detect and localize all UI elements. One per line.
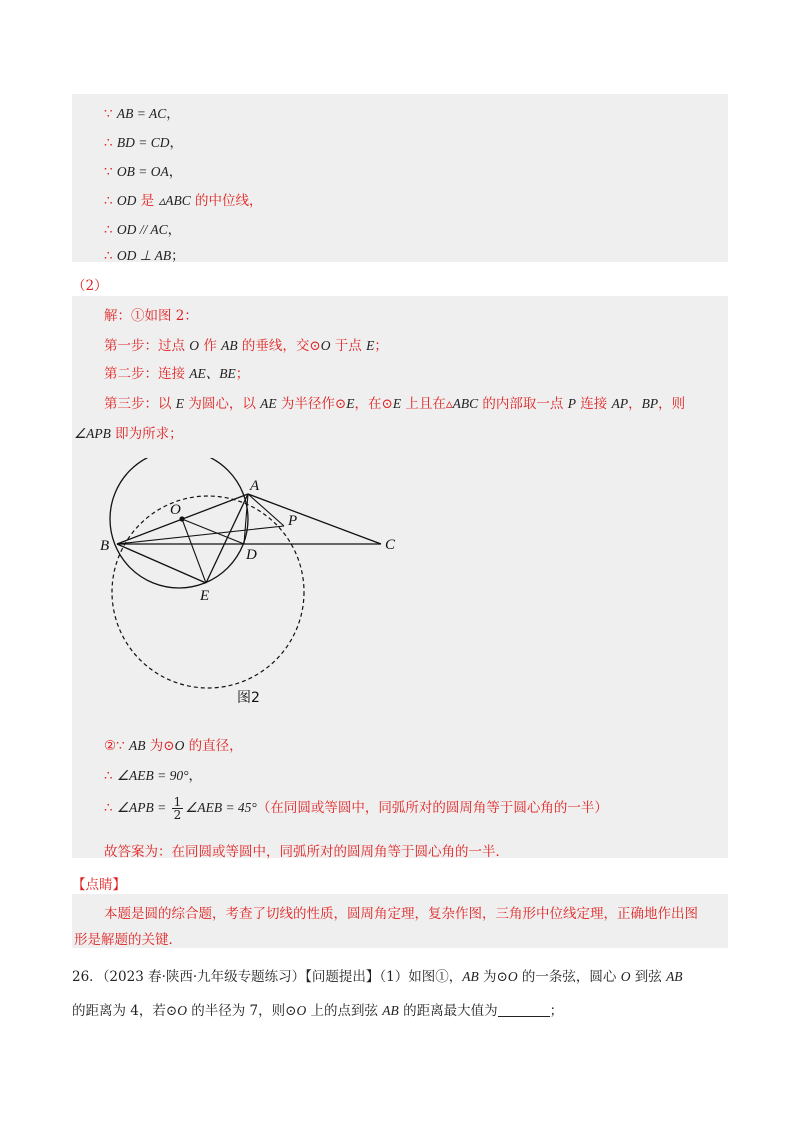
figure-caption: 图2 [237,690,260,706]
answer-blank[interactable] [498,1002,550,1017]
text: 的距离最大值为 [398,1003,498,1019]
geometry-figure [96,458,416,708]
math-expr: O [174,738,185,753]
text: 的垂线，交⊙ [237,338,321,354]
text: ∴ [104,768,117,784]
math-expr: AB [462,969,479,984]
math-expr: ABC [452,396,479,411]
label-c: C [385,537,396,553]
math-expr: AB = AC [116,106,167,121]
math-expr: AP [611,396,629,411]
part2b-line-1 [104,734,243,754]
math-expr: BD = CD [116,135,170,150]
text: 于点 [330,338,367,354]
text: 的距离为 4，若⊙ [72,1003,178,1019]
symbol: ∴ [104,248,113,264]
text: 的半径为 7，则⊙ [186,1003,297,1019]
text: （2023 春·陕西·九年级专题练习）【问题提出】（1）如图①， [102,969,463,985]
text: 上且在▵ [401,396,453,412]
symbol: ∴ [104,222,113,238]
text: ， [628,396,642,412]
proof-line-2 [104,131,183,151]
math-expr: OD [116,193,137,208]
symbol: ∴ [104,135,113,151]
text: 的中位线， [190,193,263,209]
text: 的一条弦，圆心 [517,969,621,985]
proof-line-6 [104,244,185,264]
math-expr: AB [128,738,146,753]
text: 解：①如图 2： [104,308,198,324]
math-expr: O [507,969,518,984]
text: 即为所求； [110,426,183,442]
text: 的内部取一点 [478,396,568,412]
solution-line-4 [104,392,685,412]
punct: ， [166,106,180,122]
math-expr: O [296,1003,307,1018]
segment-be [117,544,206,583]
text: 上的点到弦 [306,1003,383,1019]
text: ②∵ [104,738,129,754]
fraction-half [172,796,184,821]
math-expr: BP [641,396,659,411]
text: 第三步：以 [104,396,176,412]
math-expr: OB = OA [116,164,169,179]
text: 作 [199,338,222,354]
proof-line-4 [104,189,263,209]
numerator: 1 [173,795,182,809]
circle-o [110,458,248,588]
text: 故答案为：在同圆或等圆中，同弧所对的圆周角等于圆心角的一半． [104,844,509,860]
label-o: O [170,502,181,518]
math-expr: AE、BE [189,366,236,381]
part2b-line-3 [104,796,608,821]
proof-line-1 [104,102,180,122]
part-2-label: （2） [72,278,108,294]
math-expr: AB [221,338,238,353]
label-b: B [100,538,110,554]
text: 连接 [575,396,612,412]
math-expr: E [392,396,402,411]
text: ； [549,1003,564,1019]
proof-line-5 [104,218,181,238]
label-p: P [288,513,298,529]
punct: ； [171,248,185,264]
symbol: ∴ [104,193,113,209]
math-expr: O [189,338,200,353]
math-expr: P [567,396,576,411]
question-26 [72,960,732,1028]
label-e: E [200,588,210,604]
text: 第一步：过点 [104,338,190,354]
solution-line-3 [104,362,249,382]
text: 为半径作⊙ [276,396,347,412]
text: ∴ [104,800,117,816]
proof-line-3 [104,160,182,180]
text: 到弦 [630,969,667,985]
punct: ， [169,135,183,151]
solution-line-2 [104,334,388,354]
math-expr: ∠APB = [116,800,170,815]
math-expr: E [366,338,375,353]
text: ； [235,366,250,382]
text: 本题是圆的综合题，考查了切线的性质，圆周角定理，复杂作图，三角形中位线定理，正确地作出图 [104,906,698,922]
text: 是 [136,193,159,209]
answer-line [104,840,509,860]
text: ； [374,338,388,354]
text: ，在⊙ [354,396,393,412]
math-expr: O [620,969,631,984]
part2b-line-2 [104,764,202,784]
segment-ac [248,494,381,544]
math-expr: E [346,396,355,411]
solution-line-5 [74,422,183,442]
question-number: 26． [72,969,103,985]
text: 形是解题的关键． [74,932,182,948]
punct: ， [168,164,183,180]
math-expr: OD ⊥ AB [116,248,172,263]
math-expr: O [320,338,331,353]
comment-line-2 [74,928,182,948]
math-expr: AB [666,969,683,984]
math-expr: AB [382,1003,399,1018]
comment-line-1 [104,902,698,922]
text: 为⊙ [478,969,508,985]
math-expr: ▵ABC [158,193,191,208]
math-expr: ∠APB [74,426,111,441]
text: ，则 [658,396,686,412]
punct: ， [188,768,202,784]
symbol: ∵ [104,164,113,180]
solution-line-1 [104,304,198,324]
symbol: ∵ [104,106,113,122]
denominator: 2 [173,808,182,822]
math-expr: ∠AEB = 90° [116,768,189,783]
math-expr: ∠AEB = 45° [185,800,257,815]
text: 为⊙ [145,738,175,754]
text: （在同圆或等圆中，同弧所对的圆周角等于圆心角的一半） [256,800,608,816]
math-expr: O [177,1003,187,1018]
segment-ap [248,494,284,526]
math-expr: OD // AC [116,222,168,237]
punct: ， [167,222,182,238]
label-d: D [246,547,257,563]
text: 的直径， [184,738,243,754]
label-a: A [250,478,260,494]
math-expr: E [175,396,185,411]
comment-title: 【点睛】 [72,877,126,893]
math-expr: AE [260,396,277,411]
text: 为圆心，以 [184,396,261,412]
text: 第二步：连接 [104,366,190,382]
